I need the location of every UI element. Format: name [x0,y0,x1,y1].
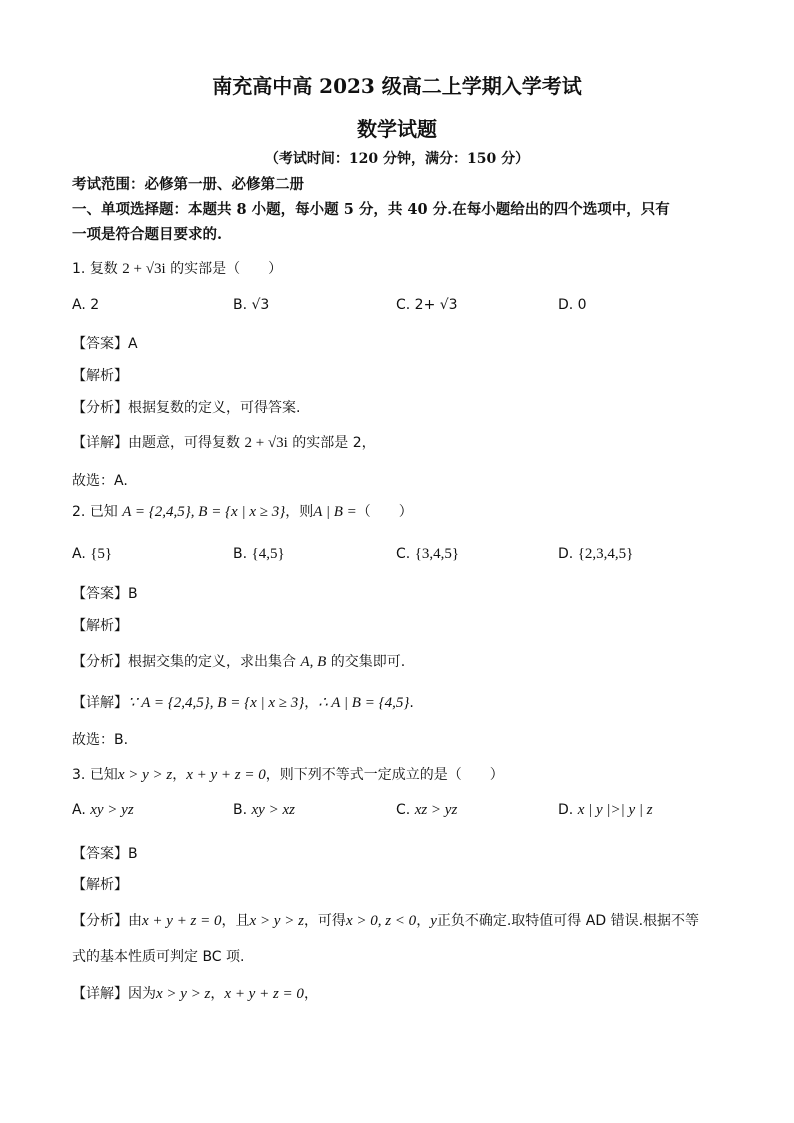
question-text: （ ） [356,504,413,520]
option-value: {2,3,4,5} [577,546,634,562]
option-a: A. 2 [72,297,100,313]
fenxi-tag: 【分析】 [72,400,128,416]
xiangjie-tag: 【详解】 [72,986,128,1002]
xiangjie-line [72,432,376,452]
option-label: D. [558,802,574,818]
option-a [72,802,134,819]
fenxi-text: 由 [128,913,142,929]
question-text: 的实部是（ ） [170,261,283,277]
option-a [72,546,112,563]
option-b [233,802,295,819]
math-expression: 2 + √3i [244,435,288,451]
fenxi-text: 根据复数的定义，可得答案. [128,400,301,416]
option-label: A. [72,802,86,818]
fenxi-line-2: 式的基本性质可判定 BC 项. [72,949,245,965]
answer-value: B [128,586,138,602]
option-label: D. [558,546,574,562]
exam-title: 南充高中高 2023 级高二上学期入学考试 [212,74,582,98]
question-text: ， [172,767,187,783]
xiangjie-text: 因为 [128,986,156,1002]
answer-line [72,843,138,863]
option-value: {4,5} [251,546,285,562]
answer-value: B [128,846,138,862]
option-label: B. [233,546,248,562]
question-1 [72,258,282,278]
math-expression: x > y > z [249,913,304,929]
option-label: A. [72,546,86,562]
option-b: B. √3 [233,297,270,313]
option-label: C. [396,802,411,818]
math-expression: A | B = [313,504,357,520]
question-text: 已知 [89,767,118,783]
question-text: ，则下列不等式一定成立的是（ ） [265,767,504,783]
option-value: {3,4,5} [414,546,460,562]
option-label: B. [233,802,248,818]
option-d: D. 0 [558,297,587,313]
xiangjie-text: 由题意，可得复数 [128,435,240,451]
question-2 [72,501,413,521]
option-value: xy > yz [90,802,134,818]
math-expression: x > y > z [156,986,211,1002]
analysis-tag: 【解析】 [72,877,128,893]
option-b [233,546,285,563]
option-label: C. [396,546,411,562]
exam-info: （考试时间：120 分钟，满分：150 分） [264,151,530,167]
math-expression: x + y + z = 0 [186,767,266,783]
option-value: x | y |>| y | z [577,802,653,818]
fenxi-tag: 【分析】 [72,654,128,670]
section-heading-line2: 一项是符合题目要求的. [72,226,223,243]
fenxi-line [72,910,699,930]
answer-tag: 【答案】 [72,586,128,602]
fenxi-tag: 【分析】 [72,913,128,929]
answer-line [72,333,138,353]
math-expression: x > 0, z < 0 [345,913,417,929]
option-value: {5} [90,546,113,562]
xiangjie-text: ， [304,695,319,711]
fenxi-text: ，可得 [303,913,346,929]
math-expression: x + y + z = 0 [142,913,222,929]
math-expression: ∵ A = {2,4,5}, B = {x | x ≥ 3} [128,695,305,711]
math-expression: A = {2,4,5}, B = {x | x ≥ 3} [122,504,286,520]
answer-line [72,583,138,603]
fenxi-text: ，且 [221,913,250,929]
answer-tag: 【答案】 [72,336,128,352]
exam-scope: 考试范围：必修第一册、必修第二册 [72,176,304,193]
xiangjie-line [72,692,414,712]
question-text: 复数 [89,261,118,277]
xiangjie-line [72,983,318,1003]
exam-subject: 数学试题 [357,117,437,141]
option-value: xy > xz [251,802,295,818]
option-c: C. 2+ √3 [396,297,458,313]
math-expression: ∴ A | B = {4,5} [318,695,410,711]
question-number: 1. [72,261,86,277]
xiangjie-tag: 【详解】 [72,695,128,711]
fenxi-text: ， [416,913,431,929]
xiangjie-text: . [409,695,414,711]
conclusion: 故选：A. [72,473,128,489]
math-expression: A, B [300,654,327,670]
question-3 [72,764,504,784]
fenxi-text: 的交集即可. [330,654,406,670]
xiangjie-text: ， [210,986,225,1002]
question-number: 2. [72,504,86,520]
fenxi-text: 正负不确定.取特值可得 AD 错误.根据不等 [436,913,700,929]
xiangjie-text: 的实部是 2， [292,435,376,451]
option-value: xz > yz [414,802,458,818]
question-number: 3. [72,767,86,783]
option-c [396,546,459,563]
fenxi-line [72,397,300,417]
option-d [558,546,633,563]
section-heading-line1: 一、单项选择题：本题共 8 小题，每小题 5 分，共 40 分.在每小题给出的四个选项中，只有 [72,201,670,218]
option-c [396,802,457,819]
math-expression: x + y + z = 0 [224,986,304,1002]
answer-value: A [128,336,138,352]
fenxi-line [72,651,405,671]
xiangjie-text: ， [303,986,318,1002]
option-d [558,802,653,819]
analysis-tag: 【解析】 [72,618,128,634]
math-expression: x > y > z [117,767,173,783]
question-text: ，则 [285,504,314,520]
math-expression: 2 + √3i [122,261,166,277]
xiangjie-tag: 【详解】 [72,435,128,451]
question-text: 已知 [89,504,118,520]
math-expression: y [430,913,437,929]
analysis-tag: 【解析】 [72,368,128,384]
conclusion: 故选：B. [72,732,129,748]
answer-tag: 【答案】 [72,846,128,862]
fenxi-text: 根据交集的定义，求出集合 [128,654,296,670]
